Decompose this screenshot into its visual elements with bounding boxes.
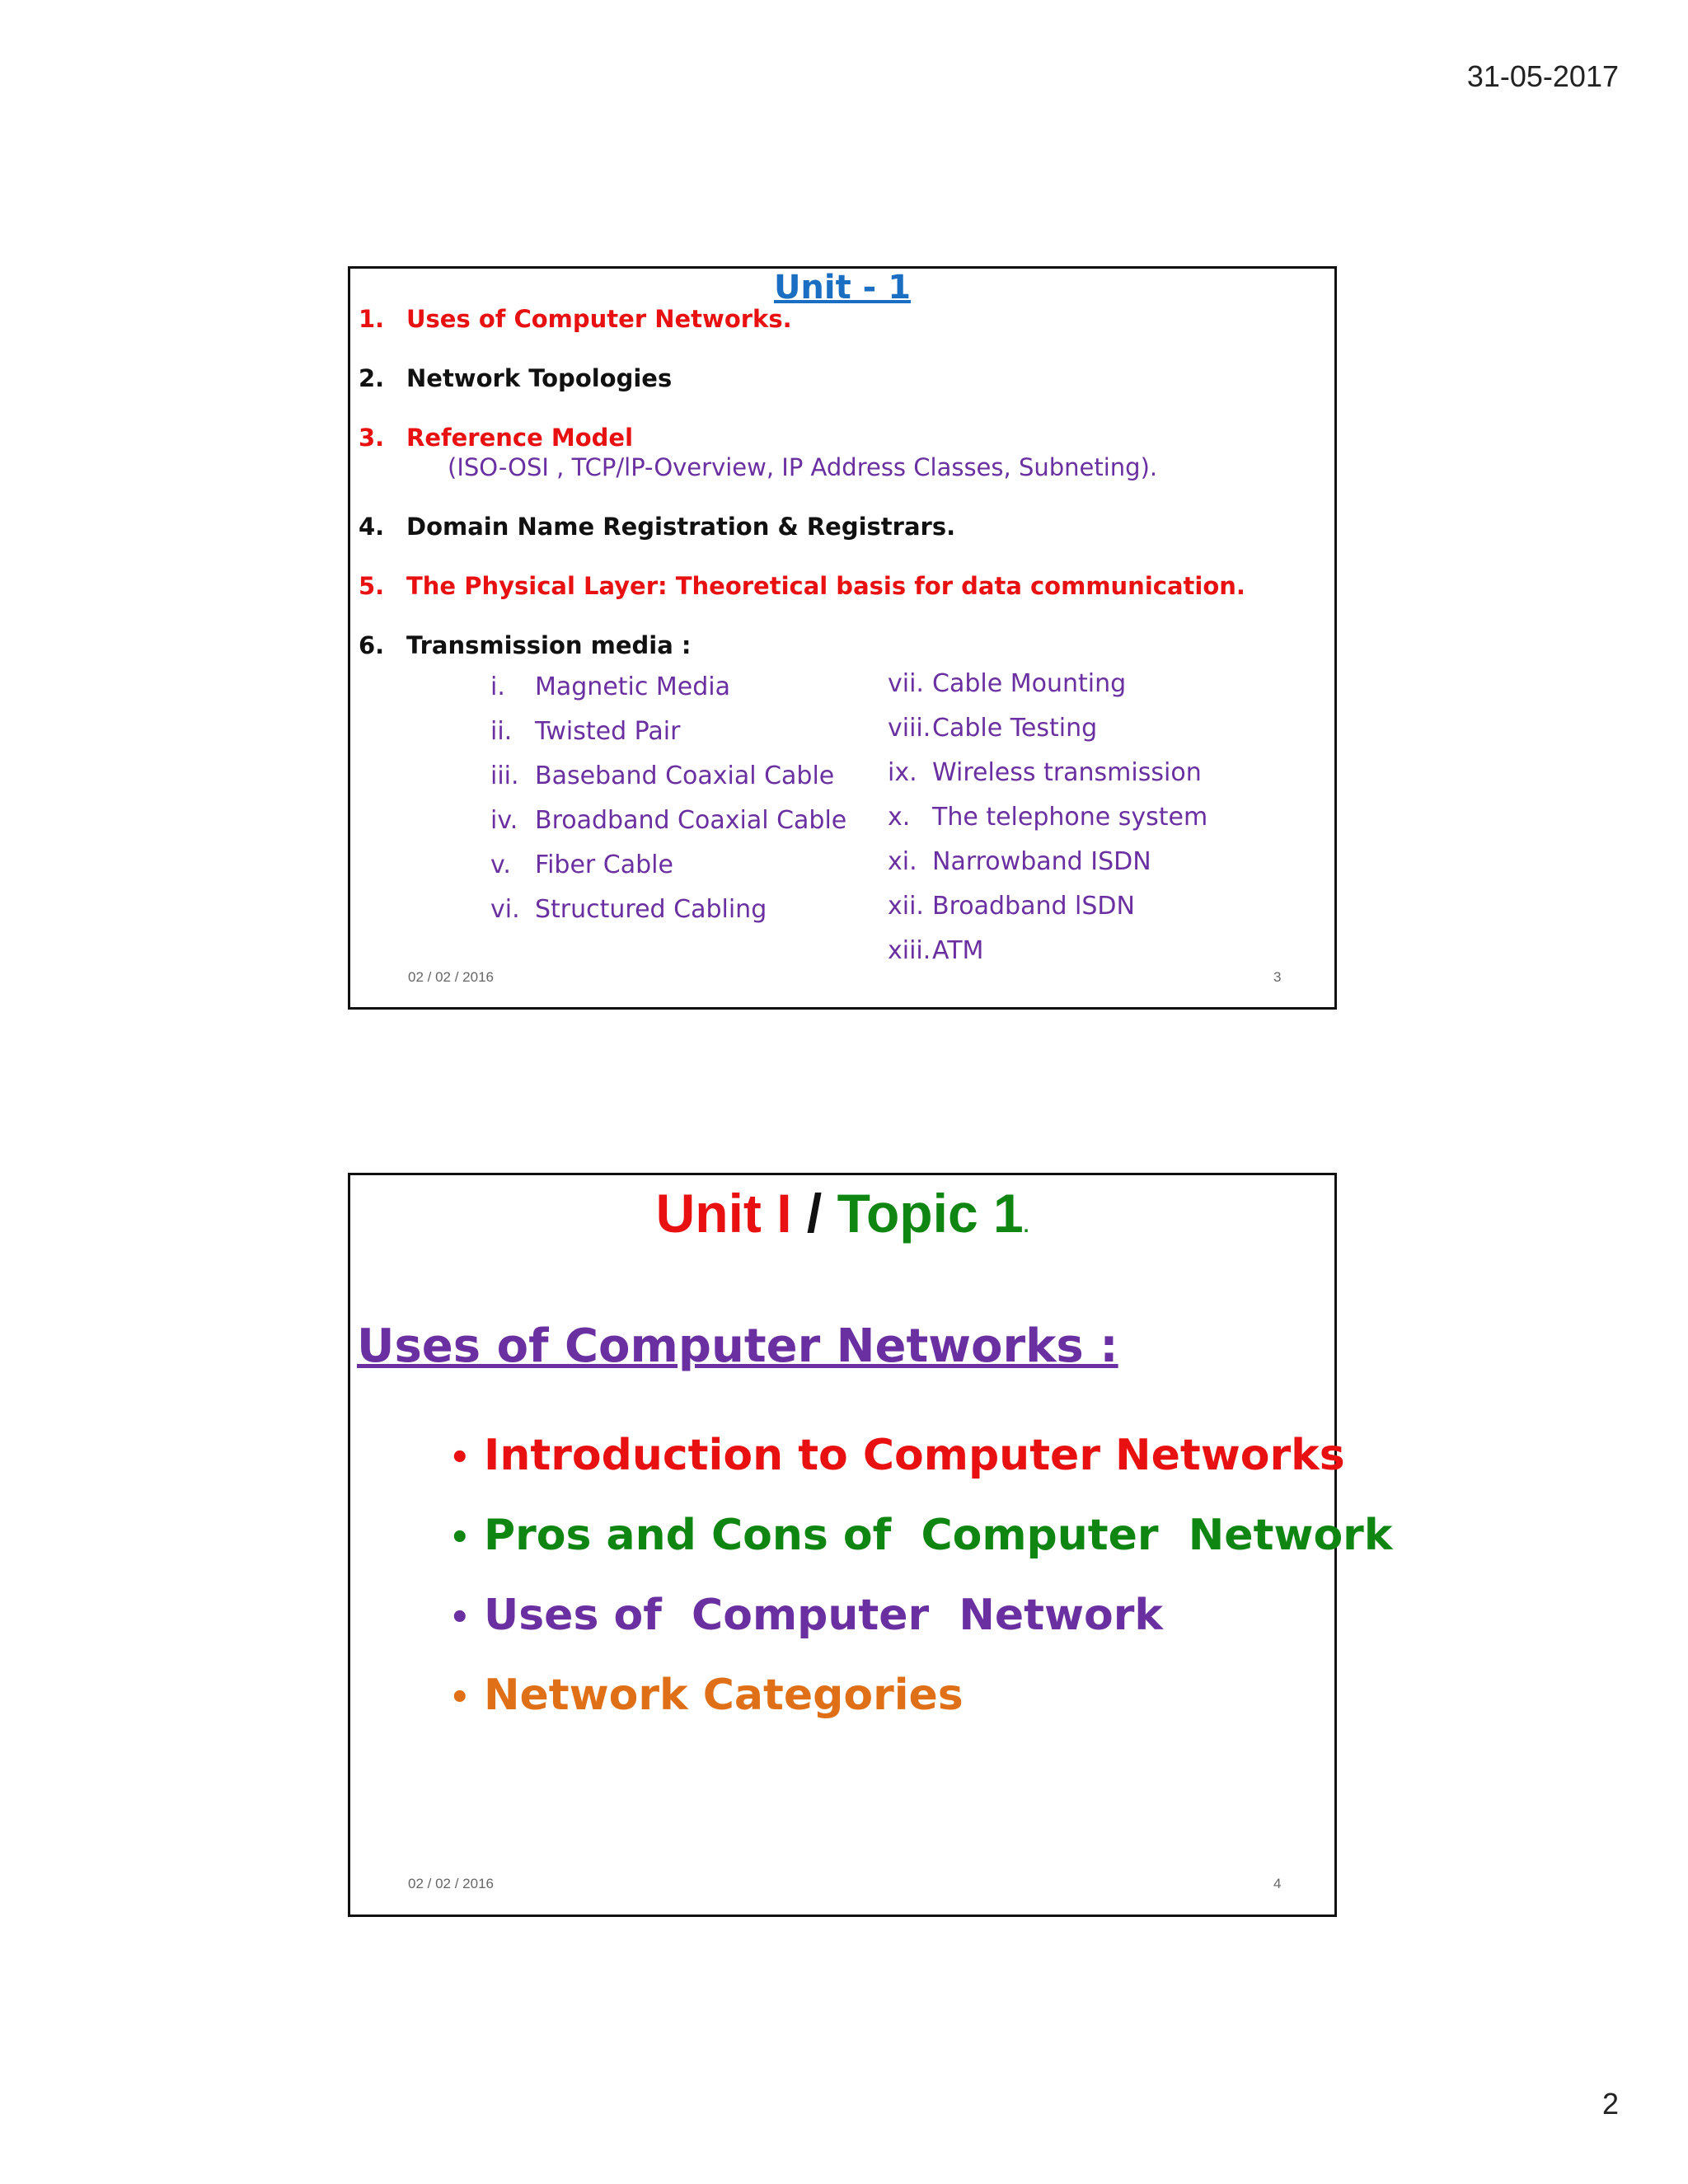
bullet-icon: • — [449, 1439, 471, 1477]
media-list-item: vi. Structured Cabling — [490, 895, 767, 924]
slide-footer-date: 02 / 02 / 2016 — [408, 969, 494, 985]
media-list-item: x. The telephone system — [888, 803, 1208, 832]
bullet-icon: • — [449, 1599, 471, 1637]
media-list-item: ii. Twisted Pair — [490, 717, 681, 746]
slide-4 — [348, 1173, 1393, 1917]
slide-3 — [348, 266, 1337, 1010]
bullet-item: • Introduction to Computer Networks — [449, 1431, 1345, 1480]
media-list-item: xi. Narrowband ISDN — [888, 847, 1151, 876]
section-heading: Uses of Computer Networks : — [357, 1319, 1118, 1373]
media-list-item: v. Fiber Cable — [490, 851, 673, 879]
media-list-item: iv. Broadband Coaxial Cable — [490, 806, 847, 835]
slide-footer-number: 4 — [1273, 1876, 1282, 1891]
agenda-item-5: 5. The Physical Layer: Theoretical basis for data communication. — [359, 572, 1245, 600]
agenda-item-4: 4. Domain Name Registration & Registrars. — [359, 513, 956, 541]
agenda-item-1: 1. Uses of Computer Networks. — [359, 305, 792, 333]
media-list-item: vii. Cable Mounting — [888, 669, 1127, 698]
media-list-item: ix. Wireless transmission — [888, 758, 1202, 787]
slide-footer-date: 02 / 02 / 2016 — [408, 1876, 494, 1891]
media-list-item: iii. Baseband Coaxial Cable — [490, 762, 835, 790]
slide-footer-number: 3 — [1273, 969, 1282, 985]
media-list-item: viii.Cable Testing — [888, 714, 1098, 743]
media-list-item: xiii.ATM — [888, 936, 984, 965]
bullet-icon: • — [449, 1679, 471, 1717]
bullet-item: • Pros and Cons of Computer Network — [449, 1511, 1393, 1560]
page-date: 31-05-2017 — [1466, 59, 1619, 93]
agenda-item-3-subtext: (ISO-OSI , TCP/lP-Overview, IP Address Classes, Subneting). — [448, 453, 1158, 481]
media-list-item: xii. Broadband lSDN — [888, 892, 1135, 921]
slide-title: Unit - 1 — [773, 269, 912, 307]
bullet-icon: • — [449, 1519, 471, 1557]
bullet-item: • Uses of Computer Network — [449, 1591, 1163, 1640]
bullet-item: • Network Categories — [449, 1671, 964, 1720]
agenda-item-3: 3. Reference Model — [359, 424, 634, 452]
page-number: 2 — [1601, 2087, 1619, 2121]
media-list-item: i. Magnetic Media — [490, 673, 731, 701]
slide-title: Unit I / Topic 1. — [655, 1183, 1029, 1244]
agenda-item-2: 2. Network Topologies — [359, 364, 673, 392]
agenda-item-6: 6. Transmission media : — [359, 631, 692, 659]
